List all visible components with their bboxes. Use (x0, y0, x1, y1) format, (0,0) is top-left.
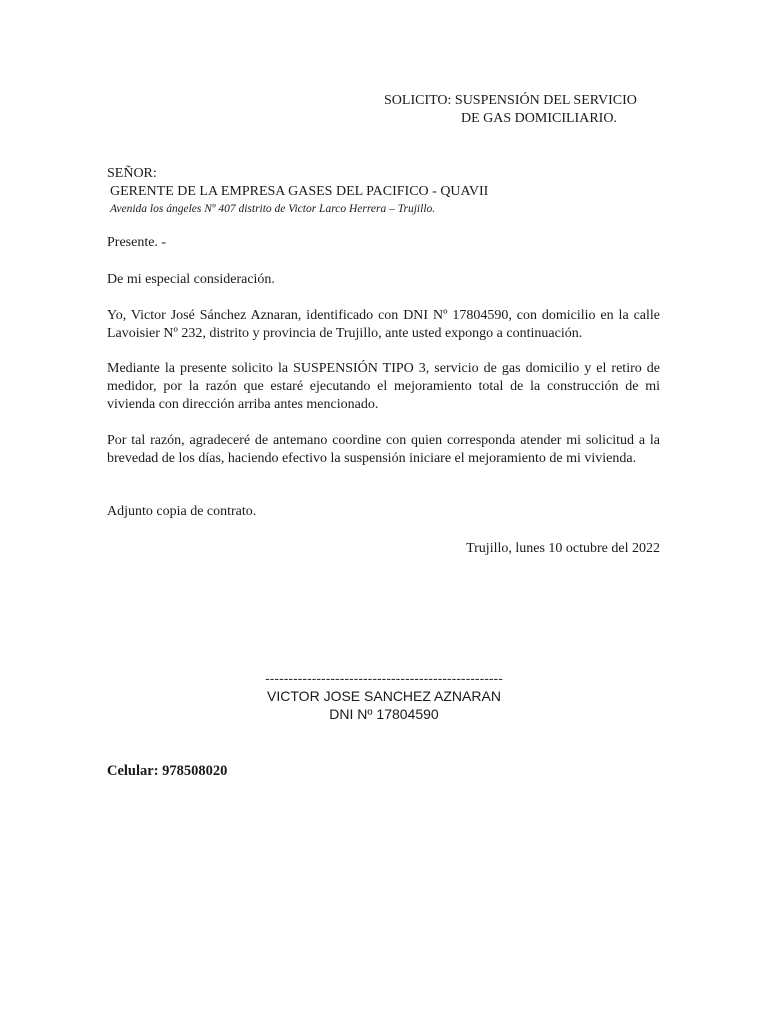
subject-line-1: SOLICITO: SUSPENSIÓN DEL SERVICIO (384, 93, 637, 108)
signature-block (240, 669, 528, 723)
attachment-note: Adjunto copia de contrato. (107, 504, 257, 519)
presente-text: Presente. - (107, 235, 167, 250)
paragraph-identification: Yo, Victor José Sánchez Aznaran, identificado con DNI Nº 17804590, con domicilio en la calle Lavoisier Nº 232, distrito y provincia de Trujillo, ante usted expongo a continuación. (107, 308, 660, 341)
signer-dni: DNI Nº 17804590 (329, 706, 439, 722)
recipient-address: Avenida los ángeles Nº 407 distrito de Victor Larco Herrera – Trujillo. (110, 203, 436, 215)
letter-date: Trujillo, lunes 10 octubre del 2022 (466, 541, 660, 556)
phone-contact: Celular: 978508020 (107, 763, 228, 779)
recipient-title: GERENTE DE LA EMPRESA GASES DEL PACIFICO - QUAVII (110, 184, 489, 199)
signature-line: --------------------------------------------------- (265, 670, 503, 686)
subject-line-2: DE GAS DOMICILIARIO. (461, 111, 617, 126)
recipient-salutation: SEÑOR: (107, 166, 157, 181)
consideracion-text: De mi especial consideración. (107, 272, 275, 287)
signer-name: VICTOR JOSE SANCHEZ AZNARAN (267, 688, 501, 704)
paragraph-request: Mediante la presente solicito la SUSPENSIÓN TIPO 3, servicio de gas domicilio y el retiro de medidor, por la razón que estaré ejecutando el mejoramiento total de la construcción de mi vivienda con dirección arriba antes mencionado. (107, 361, 660, 412)
paragraph-coordination: Por tal razón, agradeceré de antemano coordine con quien corresponda atender mi solicitud a la brevedad de los días, haciendo efectivo la suspensión iniciare el mejoramiento de mi vivienda. (107, 433, 660, 466)
